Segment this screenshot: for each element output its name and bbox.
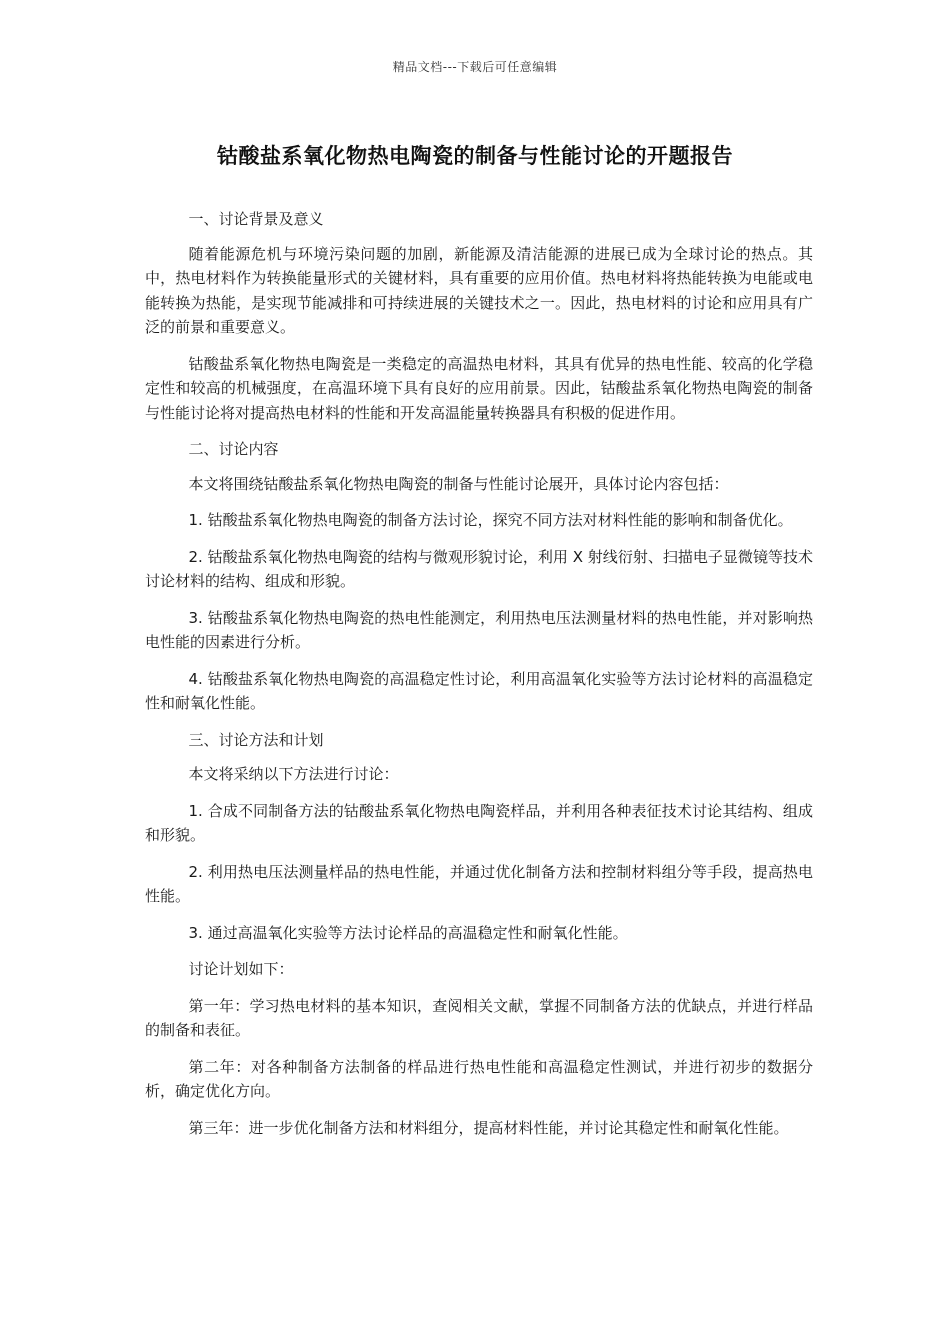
document-body xyxy=(145,207,813,1152)
paragraph: 本文将围绕钴酸盐系氧化物热电陶瓷的制备与性能讨论展开，具体讨论内容包括： xyxy=(188,474,729,493)
list-item: 3. 通过高温氧化实验等方法讨论样品的高温稳定性和耐氧化性能。 xyxy=(188,923,628,942)
list-item: 3. 钴酸盐系氧化物热电陶瓷的热电性能测定，利用热电压法测量材料的热电性能，并对影响热电性能的因素进行分析。 xyxy=(145,608,813,651)
paragraph: 讨论计划如下： xyxy=(188,960,294,978)
plan-item: 第一年：学习热电材料的基本知识，查阅相关文献，掌握不同制备方法的优缺点，并进行样品的制备和表征。 xyxy=(145,996,813,1039)
section-heading-content: 二、讨论内容 xyxy=(188,440,279,458)
document-title: 钴酸盐系氧化物热电陶瓷的制备与性能讨论的开题报告 xyxy=(217,144,733,168)
paragraph: 钴酸盐系氧化物热电陶瓷是一类稳定的高温热电材料，其具有优异的热电性能、较高的化学稳定性和较高的机械强度，在高温环境下具有良好的应用前景。因此，钴酸盐系氧化物热电陶瓷的制备与性能讨论将对提高热电材料的性能和开发高温能量转换器具有积极的促进作用。 xyxy=(145,354,813,422)
section-heading-methods: 三、讨论方法和计划 xyxy=(188,730,324,749)
list-item: 1. 合成不同制备方法的钴酸盐系氧化物热电陶瓷样品，并利用各种表征技术讨论其结构、组成和形貌。 xyxy=(145,801,813,844)
list-item: 2. 利用热电压法测量样品的热电性能，并通过优化制备方法和控制材料组分等手段，提高热电性能。 xyxy=(145,862,813,905)
section-heading-background: 一、讨论背景及意义 xyxy=(188,210,324,228)
paragraph: 本文将采纳以下方法进行讨论： xyxy=(188,765,399,783)
list-item: 2. 钴酸盐系氧化物热电陶瓷的结构与微观形貌讨论，利用 X 射线衍射、扫描电子显微镜等技术讨论材料的结构、组成和形貌。 xyxy=(145,547,813,590)
list-item: 1. 钴酸盐系氧化物热电陶瓷的制备方法讨论，探究不同方法对材料性能的影响和制备优化。 xyxy=(188,511,793,529)
paragraph: 随着能源危机与环境污染问题的加剧，新能源及清洁能源的进展已成为全球讨论的热点。其中，热电材料作为转换能量形式的关键材料，具有重要的应用价值。热电材料将热能转换为电能或电能转换为热能，是实现节能减排和可持续进展的关键技术之一。因此，热电材料的讨论和应用具有广泛的前景和重要意义。 xyxy=(145,244,813,336)
plan-item: 第三年：进一步优化制备方法和材料组分，提高材料性能，并讨论其稳定性和耐氧化性能。 xyxy=(188,1118,789,1137)
plan-item: 第二年：对各种制备方法制备的样品进行热电性能和高温稳定性测试，并进行初步的数据分析，确定优化方向。 xyxy=(145,1057,813,1100)
list-item: 4. 钴酸盐系氧化物热电陶瓷的高温稳定性讨论，利用高温氧化实验等方法讨论材料的高温稳定性和耐氧化性能。 xyxy=(145,669,813,712)
header-note: 精品文档---下载后可任意编辑 xyxy=(392,60,558,74)
